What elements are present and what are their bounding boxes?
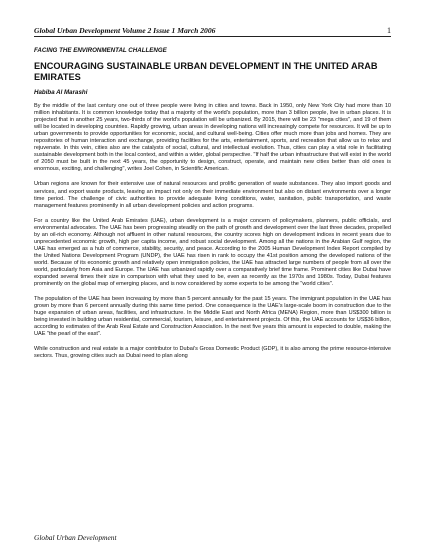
section-heading: FACING THE ENVIRONMENTAL CHALLENGE xyxy=(34,47,167,54)
paragraph: For a country like the United Arab Emirates (UAE), urban development is a major concern of policymakers, planners, public officials, and environmental advocates. The UAE has been progressing steadily on the path of growth and development over the last three decades, propelled by an oil-rich economy. Although not affluent in other natural resources, the country scores high on development indices in recent years due to unprecedented economic growth, high per capita income, and robust social development. Among all the nations in the Arabian Gulf region, the UAE has emerged as a hub of commerce, stability, security, and peace. According to the 2005 Human Development Index Report compiled by the United Nations Development Program (UNDP), the UAE has risen in rank to occupy the 41st position among the developed nations of the world. Because of its economic growth and relatively open immigration policies, the UAE has attracted large numbers of people from all over the world, particularly from Asia and Europe. The UAE has urbanized rapidly over a comparatively brief time frame. Prominent cities like Dubai have expanded several times their size in comparison with what they used to be, even as recently as the 1970s and 1980s. Today, Dubai features prominently on the global map of emerging places, and is now considered by some experts to be among the "world cities". xyxy=(34,217,391,288)
article-body xyxy=(34,103,391,361)
page-number: 1 xyxy=(387,26,391,35)
paragraph: While construction and real estate is a major contributor to Dubai's Gross Domestic Product (GDP), it is also among the prime resource-intensive sectors. Thus, growing cities such as Dubai need to plan along xyxy=(34,346,391,360)
article-author: Habiba Al Marashi xyxy=(34,89,88,96)
paragraph: Urban regions are known for their extensive use of natural resources and prolific generation of waste substances. They also import goods and services, and export waste products, leaving an impact not only on their immediate environment but also on distant environments over a longer time period. The challenge of civic authorities to provide adequate living conditions, water, sanitation, public transportation, and waste management features prominently in all urban development policies and action programs. xyxy=(34,181,391,209)
article-title: ENCOURAGING SUSTAINABLE URBAN DEVELOPMENT IN THE UNITED ARAB EMIRATES xyxy=(34,61,378,82)
paragraph: The population of the UAE has been increasing by more than 5 percent annually for the past 15 years. The immigrant population in the UAE has grown by more than 6 percent annually during this same time period. One consequence is the UAE's large-scale boom in construction due to the huge expansion of urban areas, facilities, and infrastructure. In the Middle East and North Africa (MENA) Region, more than US$300 billion is being invested in building urban residential, commercial, tourism, leisure, and entertainment projects. Of this, the UAE accounts for US$36 billion, according to estimates of the Arab Real Estate and Construction Association. In the next five years this amount is expected to double, making the UAE "the pearl of the east". xyxy=(34,296,391,338)
running-header xyxy=(34,26,391,37)
running-footer: Global Urban Development xyxy=(34,533,117,542)
journal-title: Global Urban Development Volume 2 Issue 1 March 2006 xyxy=(34,26,216,35)
paragraph: By the middle of the last century one out of three people were living in cities and towns. Back in 1950, only New York City had more than 10 million inhabitants. It is common knowledge today that a majority of the world's population, more than 3 billion people, live in urban places. It is projected that in another 25 years, two-thirds of the world's population will be urbanized. By 2015, there will be 23 "mega cities", and 19 of them will be located in developing countries. Rapidly growing, urban areas in developing nations will increasingly compete for resources. It will be up to urban governments to provide opportunities for economic, social, and cultural well-being. Cities offer much more than jobs and homes. They are repositories of human interaction and exchange, providing facilities for the arts, entertainment, sports, and recreation that allow us to relax and rejuvenate. In this vein, cities also are the catalysts of social, cultural, and intellectual evolution. Thus, cities can play a vital role in facilitating sustainable development both in the local context, and within a wider, global perspective. "If half the urban infrastructure that will exist in the world of 2050 must be built in the next 45 years, the opportunity to design, construct, operate, and maintain new cities better than old ones is enormous, exciting, and challenging", writes Joel Cohen, in Scientific American. xyxy=(34,103,391,173)
